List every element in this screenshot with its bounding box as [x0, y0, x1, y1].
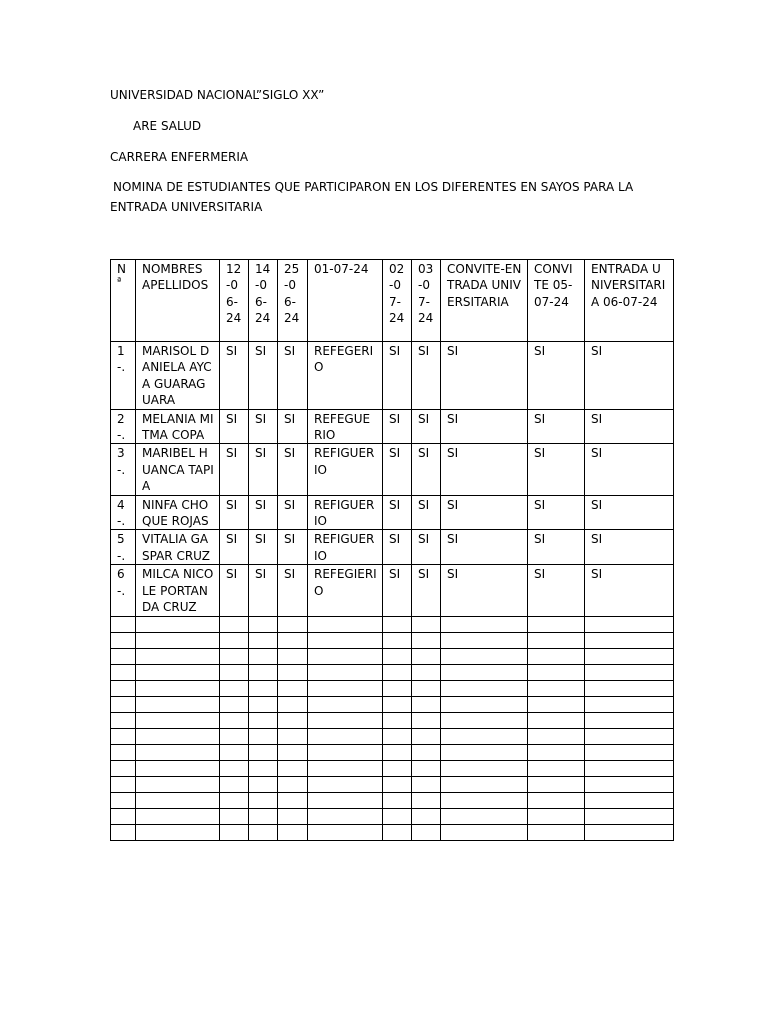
table-row: [111, 409, 674, 444]
empty-cell: [278, 760, 308, 776]
date-6-cell: SI: [412, 444, 441, 495]
empty-cell: [308, 680, 383, 696]
convite-entrada-cell: SI: [441, 530, 528, 565]
empty-table-row: [111, 808, 674, 824]
empty-cell: [249, 712, 278, 728]
date-2-cell: SI: [249, 495, 278, 530]
empty-table-row: [111, 824, 674, 840]
date-3-cell: SI: [278, 444, 308, 495]
empty-cell: [136, 680, 220, 696]
date-4-cell: REFEGERIO: [308, 342, 383, 410]
empty-cell: [308, 616, 383, 632]
empty-cell: [249, 664, 278, 680]
date-5-cell: SI: [383, 495, 412, 530]
convite-entrada-cell: SI: [441, 495, 528, 530]
empty-table-row: [111, 728, 674, 744]
date-3-cell: SI: [278, 565, 308, 616]
empty-table-row: [111, 680, 674, 696]
empty-cell: [383, 728, 412, 744]
empty-cell: [528, 696, 585, 712]
empty-cell: [136, 760, 220, 776]
convite-entrada-cell: SI: [441, 342, 528, 410]
header-convite: CONVITE 05-07-24: [528, 260, 585, 342]
empty-cell: [278, 744, 308, 760]
date-6-cell: SI: [412, 495, 441, 530]
empty-cell: [220, 648, 249, 664]
empty-cell: [383, 696, 412, 712]
empty-cell: [528, 616, 585, 632]
empty-cell: [585, 776, 674, 792]
empty-cell: [528, 632, 585, 648]
empty-cell: [308, 792, 383, 808]
empty-cell: [308, 744, 383, 760]
empty-cell: [412, 616, 441, 632]
empty-cell: [136, 696, 220, 712]
empty-cell: [220, 744, 249, 760]
date-2-cell: SI: [249, 530, 278, 565]
header-convite-entrada: CONVITE-ENTRADA UNIVERSITARIA: [441, 260, 528, 342]
student-name: MARISOL DANIELA AYCA GUARAGUARA: [136, 342, 220, 410]
date-1-cell: SI: [220, 409, 249, 444]
date-5-cell: SI: [383, 342, 412, 410]
empty-cell: [220, 632, 249, 648]
empty-cell: [441, 728, 528, 744]
student-name: MILCA NICOLE PORTANDA CRUZ: [136, 565, 220, 616]
empty-cell: [136, 664, 220, 680]
entrada-universitaria-cell: SI: [585, 444, 674, 495]
empty-cell: [111, 680, 136, 696]
empty-cell: [136, 616, 220, 632]
empty-cell: [278, 664, 308, 680]
empty-cell: [249, 696, 278, 712]
empty-cell: [278, 696, 308, 712]
empty-cell: [249, 744, 278, 760]
empty-cell: [249, 760, 278, 776]
empty-table-row: [111, 744, 674, 760]
header-names: NOMBRES APELLIDOS: [136, 260, 220, 342]
empty-cell: [585, 744, 674, 760]
empty-cell: [136, 728, 220, 744]
empty-cell: [528, 824, 585, 840]
date-1-cell: SI: [220, 495, 249, 530]
empty-cell: [441, 760, 528, 776]
date-2-cell: SI: [249, 342, 278, 410]
empty-cell: [308, 632, 383, 648]
empty-table-row: [111, 664, 674, 680]
empty-cell: [585, 632, 674, 648]
empty-cell: [220, 696, 249, 712]
empty-cell: [249, 792, 278, 808]
empty-table-row: [111, 632, 674, 648]
date-2-cell: SI: [249, 409, 278, 444]
table-row: [111, 530, 674, 565]
table-row: [111, 495, 674, 530]
convite-cell: SI: [528, 409, 585, 444]
empty-cell: [441, 792, 528, 808]
empty-cell: [585, 664, 674, 680]
date-5-cell: SI: [383, 530, 412, 565]
empty-cell: [111, 760, 136, 776]
empty-cell: [278, 808, 308, 824]
university-name: UNIVERSIDAD NACIONAL”SIGLO XX”: [110, 88, 325, 102]
empty-cell: [412, 664, 441, 680]
empty-cell: [249, 648, 278, 664]
empty-cell: [278, 632, 308, 648]
row-number: 2-.: [111, 409, 136, 444]
empty-cell: [441, 776, 528, 792]
empty-cell: [136, 712, 220, 728]
empty-cell: [412, 728, 441, 744]
entrada-universitaria-cell: SI: [585, 565, 674, 616]
empty-cell: [220, 616, 249, 632]
empty-cell: [111, 744, 136, 760]
empty-cell: [278, 648, 308, 664]
empty-cell: [278, 792, 308, 808]
empty-cell: [528, 680, 585, 696]
empty-table-row: [111, 792, 674, 808]
empty-table-row: [111, 648, 674, 664]
date-6-cell: SI: [412, 530, 441, 565]
date-2-cell: SI: [249, 444, 278, 495]
convite-cell: SI: [528, 565, 585, 616]
empty-cell: [220, 808, 249, 824]
header-entrada-universitaria: ENTRADA UNIVERSITARIA 06-07-24: [585, 260, 674, 342]
empty-cell: [585, 808, 674, 824]
table-row: [111, 444, 674, 495]
empty-cell: [220, 728, 249, 744]
date-5-cell: SI: [383, 444, 412, 495]
empty-cell: [412, 792, 441, 808]
empty-cell: [585, 696, 674, 712]
empty-cell: [111, 808, 136, 824]
empty-cell: [111, 696, 136, 712]
empty-cell: [308, 728, 383, 744]
empty-cell: [249, 728, 278, 744]
empty-cell: [383, 744, 412, 760]
empty-cell: [136, 632, 220, 648]
date-4-cell: REFIGUERIO: [308, 530, 383, 565]
empty-cell: [441, 824, 528, 840]
convite-cell: SI: [528, 444, 585, 495]
empty-cell: [412, 776, 441, 792]
empty-cell: [308, 648, 383, 664]
empty-cell: [220, 824, 249, 840]
document-title-line-1: NOMINA DE ESTUDIANTES QUE PARTICIPARON EN LOS DIFERENTES EN SAYOS PARA LA: [113, 180, 634, 194]
date-6-cell: SI: [412, 565, 441, 616]
empty-cell: [441, 632, 528, 648]
header-date-1: 12-06-24: [220, 260, 249, 342]
empty-cell: [111, 728, 136, 744]
empty-cell: [249, 680, 278, 696]
empty-cell: [383, 632, 412, 648]
empty-cell: [136, 808, 220, 824]
empty-cell: [249, 824, 278, 840]
date-4-cell: REFEGUERIO: [308, 409, 383, 444]
empty-cell: [308, 808, 383, 824]
student-attendance-table: [110, 259, 674, 841]
empty-cell: [220, 792, 249, 808]
date-2-cell: SI: [249, 565, 278, 616]
empty-cell: [528, 792, 585, 808]
empty-cell: [111, 792, 136, 808]
empty-table-row: [111, 776, 674, 792]
row-number: 4-.: [111, 495, 136, 530]
row-number: 1-.: [111, 342, 136, 410]
student-name: MARIBEL HUANCA TAPIA: [136, 444, 220, 495]
empty-cell: [412, 696, 441, 712]
empty-cell: [111, 712, 136, 728]
career-name: CARRERA ENFERMERIA: [110, 150, 249, 164]
area-name: ARE SALUD: [133, 119, 202, 133]
date-3-cell: SI: [278, 342, 308, 410]
header-date-4: 01-07-24: [308, 260, 383, 342]
header-date-5: 02-07-24: [383, 260, 412, 342]
empty-cell: [383, 712, 412, 728]
empty-cell: [308, 712, 383, 728]
empty-table-row: [111, 696, 674, 712]
header-number: N ª: [111, 260, 136, 342]
convite-cell: SI: [528, 342, 585, 410]
empty-cell: [412, 744, 441, 760]
empty-cell: [308, 760, 383, 776]
empty-cell: [220, 712, 249, 728]
empty-cell: [278, 712, 308, 728]
convite-entrada-cell: SI: [441, 565, 528, 616]
date-1-cell: SI: [220, 342, 249, 410]
empty-cell: [249, 808, 278, 824]
empty-table-row: [111, 760, 674, 776]
empty-cell: [528, 664, 585, 680]
empty-cell: [111, 664, 136, 680]
date-6-cell: SI: [412, 409, 441, 444]
empty-cell: [308, 824, 383, 840]
empty-cell: [528, 808, 585, 824]
empty-table-row: [111, 616, 674, 632]
empty-cell: [441, 616, 528, 632]
empty-cell: [383, 616, 412, 632]
row-number: 3-.: [111, 444, 136, 495]
empty-table-row: [111, 712, 674, 728]
empty-cell: [585, 792, 674, 808]
empty-cell: [136, 648, 220, 664]
student-name: NINFA CHOQUE ROJAS: [136, 495, 220, 530]
empty-cell: [308, 664, 383, 680]
empty-cell: [585, 712, 674, 728]
empty-cell: [278, 616, 308, 632]
empty-cell: [111, 648, 136, 664]
date-4-cell: REFIGUERIO: [308, 444, 383, 495]
empty-cell: [441, 648, 528, 664]
empty-cell: [441, 696, 528, 712]
empty-cell: [383, 792, 412, 808]
empty-cell: [220, 680, 249, 696]
empty-cell: [278, 728, 308, 744]
row-number: 6-.: [111, 565, 136, 616]
empty-cell: [383, 664, 412, 680]
date-1-cell: SI: [220, 444, 249, 495]
empty-cell: [441, 808, 528, 824]
convite-cell: SI: [528, 495, 585, 530]
empty-cell: [585, 680, 674, 696]
empty-cell: [585, 728, 674, 744]
empty-cell: [528, 728, 585, 744]
empty-cell: [136, 744, 220, 760]
empty-cell: [441, 664, 528, 680]
empty-cell: [111, 616, 136, 632]
empty-cell: [220, 760, 249, 776]
header-date-6: 03-07-24: [412, 260, 441, 342]
empty-cell: [383, 760, 412, 776]
date-1-cell: SI: [220, 565, 249, 616]
empty-cell: [249, 776, 278, 792]
empty-cell: [383, 808, 412, 824]
table-header-row: [111, 260, 674, 342]
date-4-cell: REFEGIERIO: [308, 565, 383, 616]
convite-cell: SI: [528, 530, 585, 565]
table-row: [111, 342, 674, 410]
empty-cell: [412, 824, 441, 840]
empty-cell: [111, 632, 136, 648]
entrada-universitaria-cell: SI: [585, 409, 674, 444]
empty-cell: [528, 712, 585, 728]
empty-cell: [412, 808, 441, 824]
empty-cell: [383, 776, 412, 792]
empty-cell: [220, 776, 249, 792]
convite-entrada-cell: SI: [441, 409, 528, 444]
empty-cell: [308, 776, 383, 792]
empty-cell: [220, 664, 249, 680]
empty-cell: [412, 712, 441, 728]
convite-entrada-cell: SI: [441, 444, 528, 495]
empty-cell: [412, 680, 441, 696]
empty-cell: [383, 648, 412, 664]
empty-cell: [585, 824, 674, 840]
empty-cell: [278, 824, 308, 840]
entrada-universitaria-cell: SI: [585, 530, 674, 565]
empty-cell: [441, 744, 528, 760]
empty-cell: [278, 776, 308, 792]
date-3-cell: SI: [278, 495, 308, 530]
empty-cell: [412, 648, 441, 664]
document-title-line-2: ENTRADA UNIVERSITARIA: [110, 200, 263, 214]
student-name: VITALIA GASPAR CRUZ: [136, 530, 220, 565]
empty-cell: [528, 744, 585, 760]
date-3-cell: SI: [278, 409, 308, 444]
entrada-universitaria-cell: SI: [585, 495, 674, 530]
date-3-cell: SI: [278, 530, 308, 565]
student-name: MELANIA MITMA COPA: [136, 409, 220, 444]
empty-cell: [441, 712, 528, 728]
empty-cell: [528, 776, 585, 792]
date-5-cell: SI: [383, 409, 412, 444]
date-5-cell: SI: [383, 565, 412, 616]
empty-cell: [585, 760, 674, 776]
date-6-cell: SI: [412, 342, 441, 410]
header-date-2: 14-06-24: [249, 260, 278, 342]
table-row: [111, 565, 674, 616]
empty-cell: [383, 680, 412, 696]
empty-cell: [441, 680, 528, 696]
empty-cell: [278, 680, 308, 696]
empty-cell: [111, 824, 136, 840]
empty-cell: [249, 632, 278, 648]
empty-cell: [528, 760, 585, 776]
empty-cell: [136, 792, 220, 808]
empty-cell: [111, 776, 136, 792]
empty-cell: [249, 616, 278, 632]
date-4-cell: REFIGUERIO: [308, 495, 383, 530]
empty-cell: [383, 824, 412, 840]
empty-cell: [412, 632, 441, 648]
date-1-cell: SI: [220, 530, 249, 565]
empty-cell: [308, 696, 383, 712]
empty-cell: [585, 648, 674, 664]
row-number: 5-.: [111, 530, 136, 565]
empty-cell: [528, 648, 585, 664]
empty-cell: [412, 760, 441, 776]
empty-cell: [136, 776, 220, 792]
entrada-universitaria-cell: SI: [585, 342, 674, 410]
header-date-3: 25-06-24: [278, 260, 308, 342]
empty-cell: [585, 616, 674, 632]
empty-cell: [136, 824, 220, 840]
